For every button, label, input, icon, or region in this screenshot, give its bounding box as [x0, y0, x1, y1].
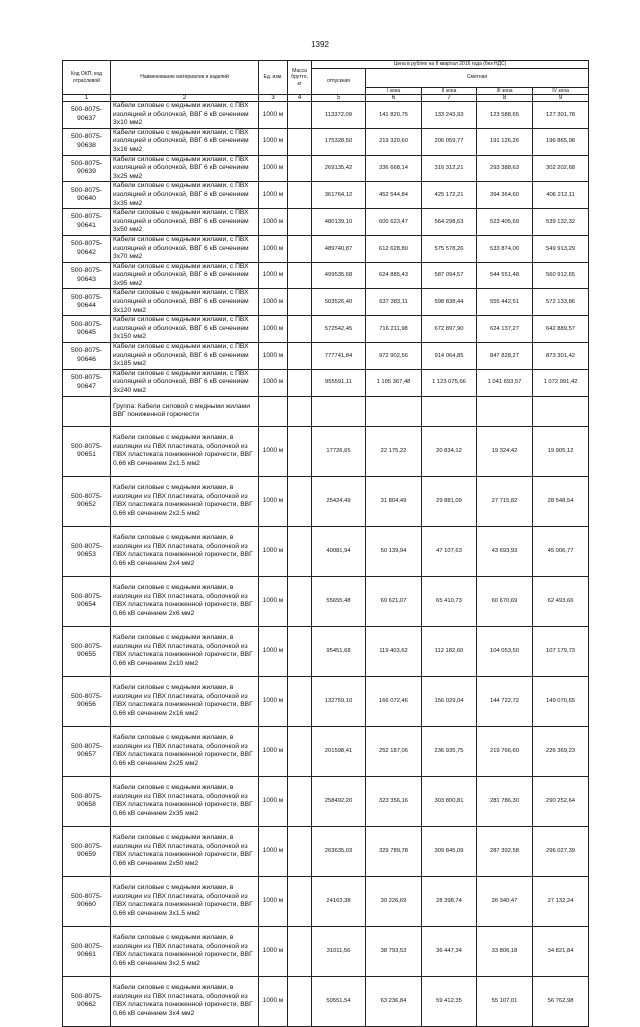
- price-zone-3: 1 041 693,57: [477, 369, 533, 396]
- vendor-price: 31011,56: [312, 926, 366, 976]
- table-row: [63, 369, 589, 396]
- unit: 1000 м: [259, 128, 288, 155]
- vendor-price: 24163,38: [312, 876, 366, 926]
- price-zone-3: 43 693,93: [477, 526, 533, 576]
- item-name: Кабели силовые с медными жилами, с ПВХ изоляцией и оболочкой, ВВГ 6 кВ сечением 3х70 мм2: [111, 235, 259, 262]
- item-code: 500-8075-90641: [63, 209, 111, 236]
- mass: [288, 476, 312, 526]
- item-name: Кабели силовые с медными жилами, в изоляции из ПВХ пластиката, оболочкой из ПВХ пластиката пониженной горючести, ВВГ 0.66 кВ сечением 3х4 мм2: [111, 976, 259, 1026]
- mass: [288, 776, 312, 826]
- vendor-price: 175328,50: [312, 128, 366, 155]
- table-row: [63, 576, 589, 626]
- table-row: [63, 262, 589, 289]
- table-row: [63, 476, 589, 526]
- mass: [288, 235, 312, 262]
- price-zone-1: 329 789,78: [366, 826, 422, 876]
- unit: 1000 м: [259, 526, 288, 576]
- price-zone-3: 847 828,27: [477, 343, 533, 370]
- mass: [288, 726, 312, 776]
- item-code: 500-8075-90659: [63, 826, 111, 876]
- price-zone-4: 27 132,24: [533, 876, 589, 926]
- mass: [288, 155, 312, 182]
- item-code: 500-8075-90658: [63, 776, 111, 826]
- mass: [288, 289, 312, 316]
- item-code: 500-8075-90640: [63, 182, 111, 209]
- item-code: 500-8075-90647: [63, 369, 111, 396]
- price-zone-1: 63 236,84: [366, 976, 422, 1026]
- column-number: 6: [366, 95, 422, 102]
- price-zone-3: 144 722,72: [477, 676, 533, 726]
- vendor-price: 489740,87: [312, 235, 366, 262]
- item-code: 500-8075-90655: [63, 626, 111, 676]
- item-name: Кабели силовые с медными жилами, с ПВХ изоляцией и оболочкой, ВВГ 6 кВ сечением 3х240 мм2: [111, 369, 259, 396]
- item-name: Кабели силовые с медными жилами, с ПВХ изоляцией и оболочкой, ВВГ 6 кВ сечением 3х25 мм2: [111, 155, 259, 182]
- mass: [288, 426, 312, 476]
- price-zone-3: 281 786,30: [477, 776, 533, 826]
- price-zone-4: 1 072 991,42: [533, 369, 589, 396]
- price-zone-3: 191 126,26: [477, 128, 533, 155]
- price-zone-1: 219 320,60: [366, 128, 422, 155]
- item-code: 500-8075-90642: [63, 235, 111, 262]
- price-zone-1: 972 902,56: [366, 343, 422, 370]
- price-zone-3: 60 670,69: [477, 576, 533, 626]
- price-zone-3: 523 405,69: [477, 209, 533, 236]
- header-name: Наименование материалов и изделий: [111, 61, 259, 95]
- mass: [288, 676, 312, 726]
- price-zone-4: 549 913,29: [533, 235, 589, 262]
- price-zone-4: 127 301,78: [533, 102, 589, 129]
- mass: [288, 262, 312, 289]
- item-name: Кабели силовые с медными жилами, в изоляции из ПВХ пластиката, оболочкой из ПВХ пластиката пониженной горючести, ВВГ 0.66 кВ сечением 2х1.5 мм2: [111, 426, 259, 476]
- table-row: [63, 676, 589, 726]
- mass: [288, 576, 312, 626]
- header-unit: Ед. изм.: [259, 61, 288, 95]
- item-name: Кабели силовые с медными жилами, с ПВХ изоляцией и оболочкой, ВВГ 6 кВ сечением 3х120 мм2: [111, 289, 259, 316]
- price-zone-1: 323 356,16: [366, 776, 422, 826]
- price-zone-2: 598 838,44: [422, 289, 477, 316]
- group-title: Группа: Кабели силовой с медными жилами ВВГ пониженной горючести: [111, 396, 259, 426]
- item-name: Кабели силовые с медными жилами, в изоляции из ПВХ пластиката, оболочкой из ПВХ пластиката пониженной горючести, ВВГ 0.66 кВ сечением 2х25 мм2: [111, 726, 259, 776]
- price-zone-4: 196 865,98: [533, 128, 589, 155]
- mass: [288, 526, 312, 576]
- price-zone-2: 112 182,60: [422, 626, 477, 676]
- item-name: Кабели силовые с медными жилами, в изоляции из ПВХ пластиката, оболочкой из ПВХ пластиката пониженной горючести, ВВГ 0.66 кВ сечением 2х35 мм2: [111, 776, 259, 826]
- price-zone-4: 560 912,65: [533, 262, 589, 289]
- price-zone-3: 555 442,51: [477, 289, 533, 316]
- price-zone-3: 624 137,27: [477, 316, 533, 343]
- column-number-row: [63, 95, 589, 102]
- price-zone-1: 252 187,06: [366, 726, 422, 776]
- price-zone-3: 33 806,18: [477, 926, 533, 976]
- price-zone-2: 236 935,75: [422, 726, 477, 776]
- vendor-price: 113372,09: [312, 102, 366, 129]
- page-number: 1392: [311, 40, 329, 49]
- item-name: Кабели силовые с медными жилами, в изоляции из ПВХ пластиката, оболочкой из ПВХ пластиката пониженной горючести, ВВГ 0.66 кВ сечением 2х10 мм2: [111, 626, 259, 676]
- price-zone-4: 539 132,32: [533, 209, 589, 236]
- price-zone-1: 612 628,80: [366, 235, 422, 262]
- price-zone-4: 107 179,73: [533, 626, 589, 676]
- vendor-price: 361764,12: [312, 182, 366, 209]
- vendor-price: 503526,40: [312, 289, 366, 316]
- item-name: Кабели силовые с медными жилами, в изоляции из ПВХ пластиката, оболочкой из ПВХ пластиката пониженной горючести, ВВГ 0.66 кВ сечением 3х1.5 мм2: [111, 876, 259, 926]
- price-zone-1: 31 804,49: [366, 476, 422, 526]
- unit: 1000 м: [259, 316, 288, 343]
- mass: [288, 316, 312, 343]
- unit: 1000 м: [259, 289, 288, 316]
- price-zone-1: 30 226,69: [366, 876, 422, 926]
- price-zone-2: 36 447,34: [422, 926, 477, 976]
- unit: 1000 м: [259, 626, 288, 676]
- mass: [288, 128, 312, 155]
- header-row: [63, 61, 589, 69]
- price-zone-2: 316 312,21: [422, 155, 477, 182]
- header-price: Цена в рублях на II квартал 2016 года (без НДС): [312, 61, 589, 69]
- price-zone-3: 19 324,42: [477, 426, 533, 476]
- vendor-price: 955591,11: [312, 369, 366, 396]
- table-row: [63, 726, 589, 776]
- unit: 1000 м: [259, 976, 288, 1026]
- header-mass: Масса брутто, кг: [288, 61, 312, 95]
- unit: 1000 м: [259, 182, 288, 209]
- mass: [288, 926, 312, 976]
- price-zone-1: 624 885,43: [366, 262, 422, 289]
- vendor-price: 55655,48: [312, 576, 366, 626]
- price-zone-2: 1 123 075,66: [422, 369, 477, 396]
- table-row: [63, 289, 589, 316]
- price-zone-1: 50 139,94: [366, 526, 422, 576]
- item-code: 500-8075-90652: [63, 476, 111, 526]
- unit: 1000 м: [259, 426, 288, 476]
- vendor-price: 258492,20: [312, 776, 366, 826]
- unit: 1000 м: [259, 926, 288, 976]
- vendor-price: 572542,45: [312, 316, 366, 343]
- price-table: [62, 60, 589, 1027]
- item-code: 500-8075-90639: [63, 155, 111, 182]
- unit: 1000 м: [259, 676, 288, 726]
- mass: [288, 976, 312, 1026]
- price-zone-2: 587 094,57: [422, 262, 477, 289]
- price-zone-1: 452 544,84: [366, 182, 422, 209]
- vendor-price: 25424,49: [312, 476, 366, 526]
- price-zone-2: 672 897,90: [422, 316, 477, 343]
- price-zone-4: 45 006,77: [533, 526, 589, 576]
- column-number: 9: [533, 95, 589, 102]
- price-zone-2: 309 845,09: [422, 826, 477, 876]
- column-number: 3: [259, 95, 288, 102]
- header-zone-2: II зона: [422, 87, 477, 95]
- price-zone-1: 22 175,22: [366, 426, 422, 476]
- item-code: 500-8075-90657: [63, 726, 111, 776]
- price-zone-4: 296 027,39: [533, 826, 589, 876]
- mass: [288, 182, 312, 209]
- unit: 1000 м: [259, 776, 288, 826]
- header-zone-1: I зона: [366, 87, 422, 95]
- unit: 1000 м: [259, 369, 288, 396]
- item-code: 500-8075-90638: [63, 128, 111, 155]
- table-row: [63, 526, 589, 576]
- price-zone-2: 133 243,93: [422, 102, 477, 129]
- item-name: Кабели силовые с медными жилами, с ПВХ изоляцией и оболочкой, ВВГ 6 кВ сечением 3х95 мм2: [111, 262, 259, 289]
- price-zone-1: 600 623,47: [366, 209, 422, 236]
- item-code: 500-8075-90654: [63, 576, 111, 626]
- header-vendor-price: отпускная: [312, 68, 366, 95]
- price-zone-1: 1 195 367,48: [366, 369, 422, 396]
- vendor-price: 50551,54: [312, 976, 366, 1026]
- item-name: Кабели силовые с медными жилами, с ПВХ изоляцией и оболочкой, ВВГ 6 кВ сечением 3х16 мм2: [111, 128, 259, 155]
- item-name: Кабели силовые с медными жилами, в изоляции из ПВХ пластиката, оболочкой из ПВХ пластиката пониженной горючести, ВВГ 0.66 кВ сечением 2х16 мм2: [111, 676, 259, 726]
- unit: 1000 м: [259, 102, 288, 129]
- table-row: [63, 976, 589, 1026]
- price-zone-3: 123 588,65: [477, 102, 533, 129]
- unit: 1000 м: [259, 209, 288, 236]
- price-zone-1: 38 793,53: [366, 926, 422, 976]
- table-row: [63, 343, 589, 370]
- item-code: 500-8075-90645: [63, 316, 111, 343]
- price-zone-4: 302 202,68: [533, 155, 589, 182]
- table-row: [63, 102, 589, 129]
- price-zone-1: 141 820,75: [366, 102, 422, 129]
- price-zone-3: 26 340,47: [477, 876, 533, 926]
- unit: 1000 м: [259, 262, 288, 289]
- price-zone-2: 564 298,63: [422, 209, 477, 236]
- unit: 1000 м: [259, 876, 288, 926]
- column-number: 8: [477, 95, 533, 102]
- header-code: Код ОКП, код отраслевой: [63, 61, 111, 95]
- price-zone-3: 27 715,82: [477, 476, 533, 526]
- price-zone-1: 637 383,11: [366, 289, 422, 316]
- vendor-price: 480139,10: [312, 209, 366, 236]
- item-code: 500-8075-90661: [63, 926, 111, 976]
- mass: [288, 826, 312, 876]
- item-name: Кабели силовые с медными жилами, в изоляции из ПВХ пластиката, оболочкой из ПВХ пластиката пониженной горючести, ВВГ 0.66 кВ сечением 2х6 мм2: [111, 576, 259, 626]
- column-number: 1: [63, 95, 111, 102]
- mass: [288, 343, 312, 370]
- price-zone-4: 873 301,42: [533, 343, 589, 370]
- column-number: 2: [111, 95, 259, 102]
- mass: [288, 876, 312, 926]
- unit: 1000 м: [259, 576, 288, 626]
- item-name: Кабели силовые с медными жилами, в изоляции из ПВХ пластиката, оболочкой из ПВХ пластиката пониженной горючести, ВВГ 0.66 кВ сечением 2х50 мм2: [111, 826, 259, 876]
- mass: [288, 102, 312, 129]
- table-row: [63, 316, 589, 343]
- item-name: Кабели силовые с медными жилами, в изоляции из ПВХ пластиката, оболочкой из ПВХ пластиката пониженной горючести, ВВГ 0.66 кВ сечением 2х2.5 мм2: [111, 476, 259, 526]
- price-zone-4: 28 548,54: [533, 476, 589, 526]
- price-zone-2: 47 107,63: [422, 526, 477, 576]
- vendor-price: 17726,65: [312, 426, 366, 476]
- vendor-price: 777741,84: [312, 343, 366, 370]
- price-zone-2: 156 029,04: [422, 676, 477, 726]
- price-zone-2: 28 398,74: [422, 876, 477, 926]
- table-row: [63, 235, 589, 262]
- unit: 1000 м: [259, 826, 288, 876]
- header-zone-3: III зона: [477, 87, 533, 95]
- vendor-price: 201598,41: [312, 726, 366, 776]
- table-row: [63, 155, 589, 182]
- price-zone-2: 206 059,77: [422, 128, 477, 155]
- item-code: 500-8075-90660: [63, 876, 111, 926]
- price-zone-4: 406 212,11: [533, 182, 589, 209]
- column-number: 5: [312, 95, 366, 102]
- group-row: [63, 396, 589, 426]
- price-zone-4: 19 905,12: [533, 426, 589, 476]
- item-name: Кабели силовые с медными жилами, с ПВХ изоляцией и оболочкой, ВВГ 6 кВ сечением 3х150 мм2: [111, 316, 259, 343]
- table-row: [63, 926, 589, 976]
- unit: 1000 м: [259, 155, 288, 182]
- vendor-price: 269135,42: [312, 155, 366, 182]
- price-zone-2: 425 172,21: [422, 182, 477, 209]
- item-name: Кабели силовые с медными жилами, с ПВХ изоляцией и оболочкой, ВВГ 6 кВ сечением 3х35 мм2: [111, 182, 259, 209]
- price-zone-3: 394 364,60: [477, 182, 533, 209]
- price-zone-2: 20 834,12: [422, 426, 477, 476]
- item-code: 500-8075-90656: [63, 676, 111, 726]
- price-zone-4: 62 493,66: [533, 576, 589, 626]
- mass: [288, 369, 312, 396]
- price-zone-3: 293 388,63: [477, 155, 533, 182]
- table-row: [63, 209, 589, 236]
- price-zone-2: 914 064,85: [422, 343, 477, 370]
- vendor-price: 95451,68: [312, 626, 366, 676]
- price-zone-2: 29 881,09: [422, 476, 477, 526]
- price-zone-1: 166 072,46: [366, 676, 422, 726]
- item-name: Кабели силовые с медными жилами, в изоляции из ПВХ пластиката, оболочкой из ПВХ пластиката пониженной горючести, ВВГ 0.66 кВ сечением 2х4 мм2: [111, 526, 259, 576]
- table-row: [63, 626, 589, 676]
- table-row: [63, 876, 589, 926]
- unit: 1000 м: [259, 235, 288, 262]
- price-zone-3: 533 874,00: [477, 235, 533, 262]
- table-row: [63, 776, 589, 826]
- price-zone-4: 56 762,98: [533, 976, 589, 1026]
- column-number: 4: [288, 95, 312, 102]
- price-zone-4: 34 821,84: [533, 926, 589, 976]
- item-code: 500-8075-90637: [63, 102, 111, 129]
- price-zone-4: 642 889,57: [533, 316, 589, 343]
- item-code: 500-8075-90643: [63, 262, 111, 289]
- mass: [288, 626, 312, 676]
- table-row: [63, 826, 589, 876]
- price-zone-2: 59 412,35: [422, 976, 477, 1026]
- item-code: 500-8075-90662: [63, 976, 111, 1026]
- table-row: [63, 426, 589, 476]
- header-zone-4: IV зона: [533, 87, 589, 95]
- unit: 1000 м: [259, 726, 288, 776]
- vendor-price: 40081,94: [312, 526, 366, 576]
- price-zone-1: 119 403,62: [366, 626, 422, 676]
- price-zone-3: 544 551,48: [477, 262, 533, 289]
- table-row: [63, 128, 589, 155]
- item-name: Кабели силовые с медными жилами, с ПВХ изоляцией и оболочкой, ВВГ 6 кВ сечением 3х10 мм2: [111, 102, 259, 129]
- price-zone-2: 303 800,81: [422, 776, 477, 826]
- item-code: 500-8075-90644: [63, 289, 111, 316]
- vendor-price: 499535,68: [312, 262, 366, 289]
- item-code: 500-8075-90651: [63, 426, 111, 476]
- vendor-price: 263635,03: [312, 826, 366, 876]
- price-zone-4: 226 369,23: [533, 726, 589, 776]
- unit: 1000 м: [259, 476, 288, 526]
- price-zone-1: 716 211,98: [366, 316, 422, 343]
- price-zone-3: 287 392,58: [477, 826, 533, 876]
- vendor-price: 132759,10: [312, 676, 366, 726]
- price-zone-3: 55 107,01: [477, 976, 533, 1026]
- price-zone-1: 69 621,07: [366, 576, 422, 626]
- price-zone-1: 336 668,14: [366, 155, 422, 182]
- price-zone-4: 149 070,65: [533, 676, 589, 726]
- price-zone-2: 575 578,26: [422, 235, 477, 262]
- item-name: Кабели силовые с медными жилами, с ПВХ изоляцией и оболочкой, ВВГ 6 кВ сечением 3х185 мм2: [111, 343, 259, 370]
- price-zone-4: 290 252,64: [533, 776, 589, 826]
- item-name: Кабели силовые с медными жилами, с ПВХ изоляцией и оболочкой, ВВГ 6 кВ сечением 3х50 мм2: [111, 209, 259, 236]
- item-code: 500-8075-90653: [63, 526, 111, 576]
- header-estimate: Сметная: [366, 68, 589, 87]
- price-zone-2: 65 410,73: [422, 576, 477, 626]
- price-zone-3: 104 053,50: [477, 626, 533, 676]
- unit: 1000 м: [259, 343, 288, 370]
- price-zone-3: 219 766,60: [477, 726, 533, 776]
- mass: [288, 209, 312, 236]
- item-name: Кабели силовые с медными жилами, в изоляции из ПВХ пластиката, оболочкой из ПВХ пластиката пониженной горючести, ВВГ 0.66 кВ сечением 3х2.5 мм2: [111, 926, 259, 976]
- price-zone-4: 572 133,86: [533, 289, 589, 316]
- table-row: [63, 182, 589, 209]
- item-code: 500-8075-90646: [63, 343, 111, 370]
- column-number: 7: [422, 95, 477, 102]
